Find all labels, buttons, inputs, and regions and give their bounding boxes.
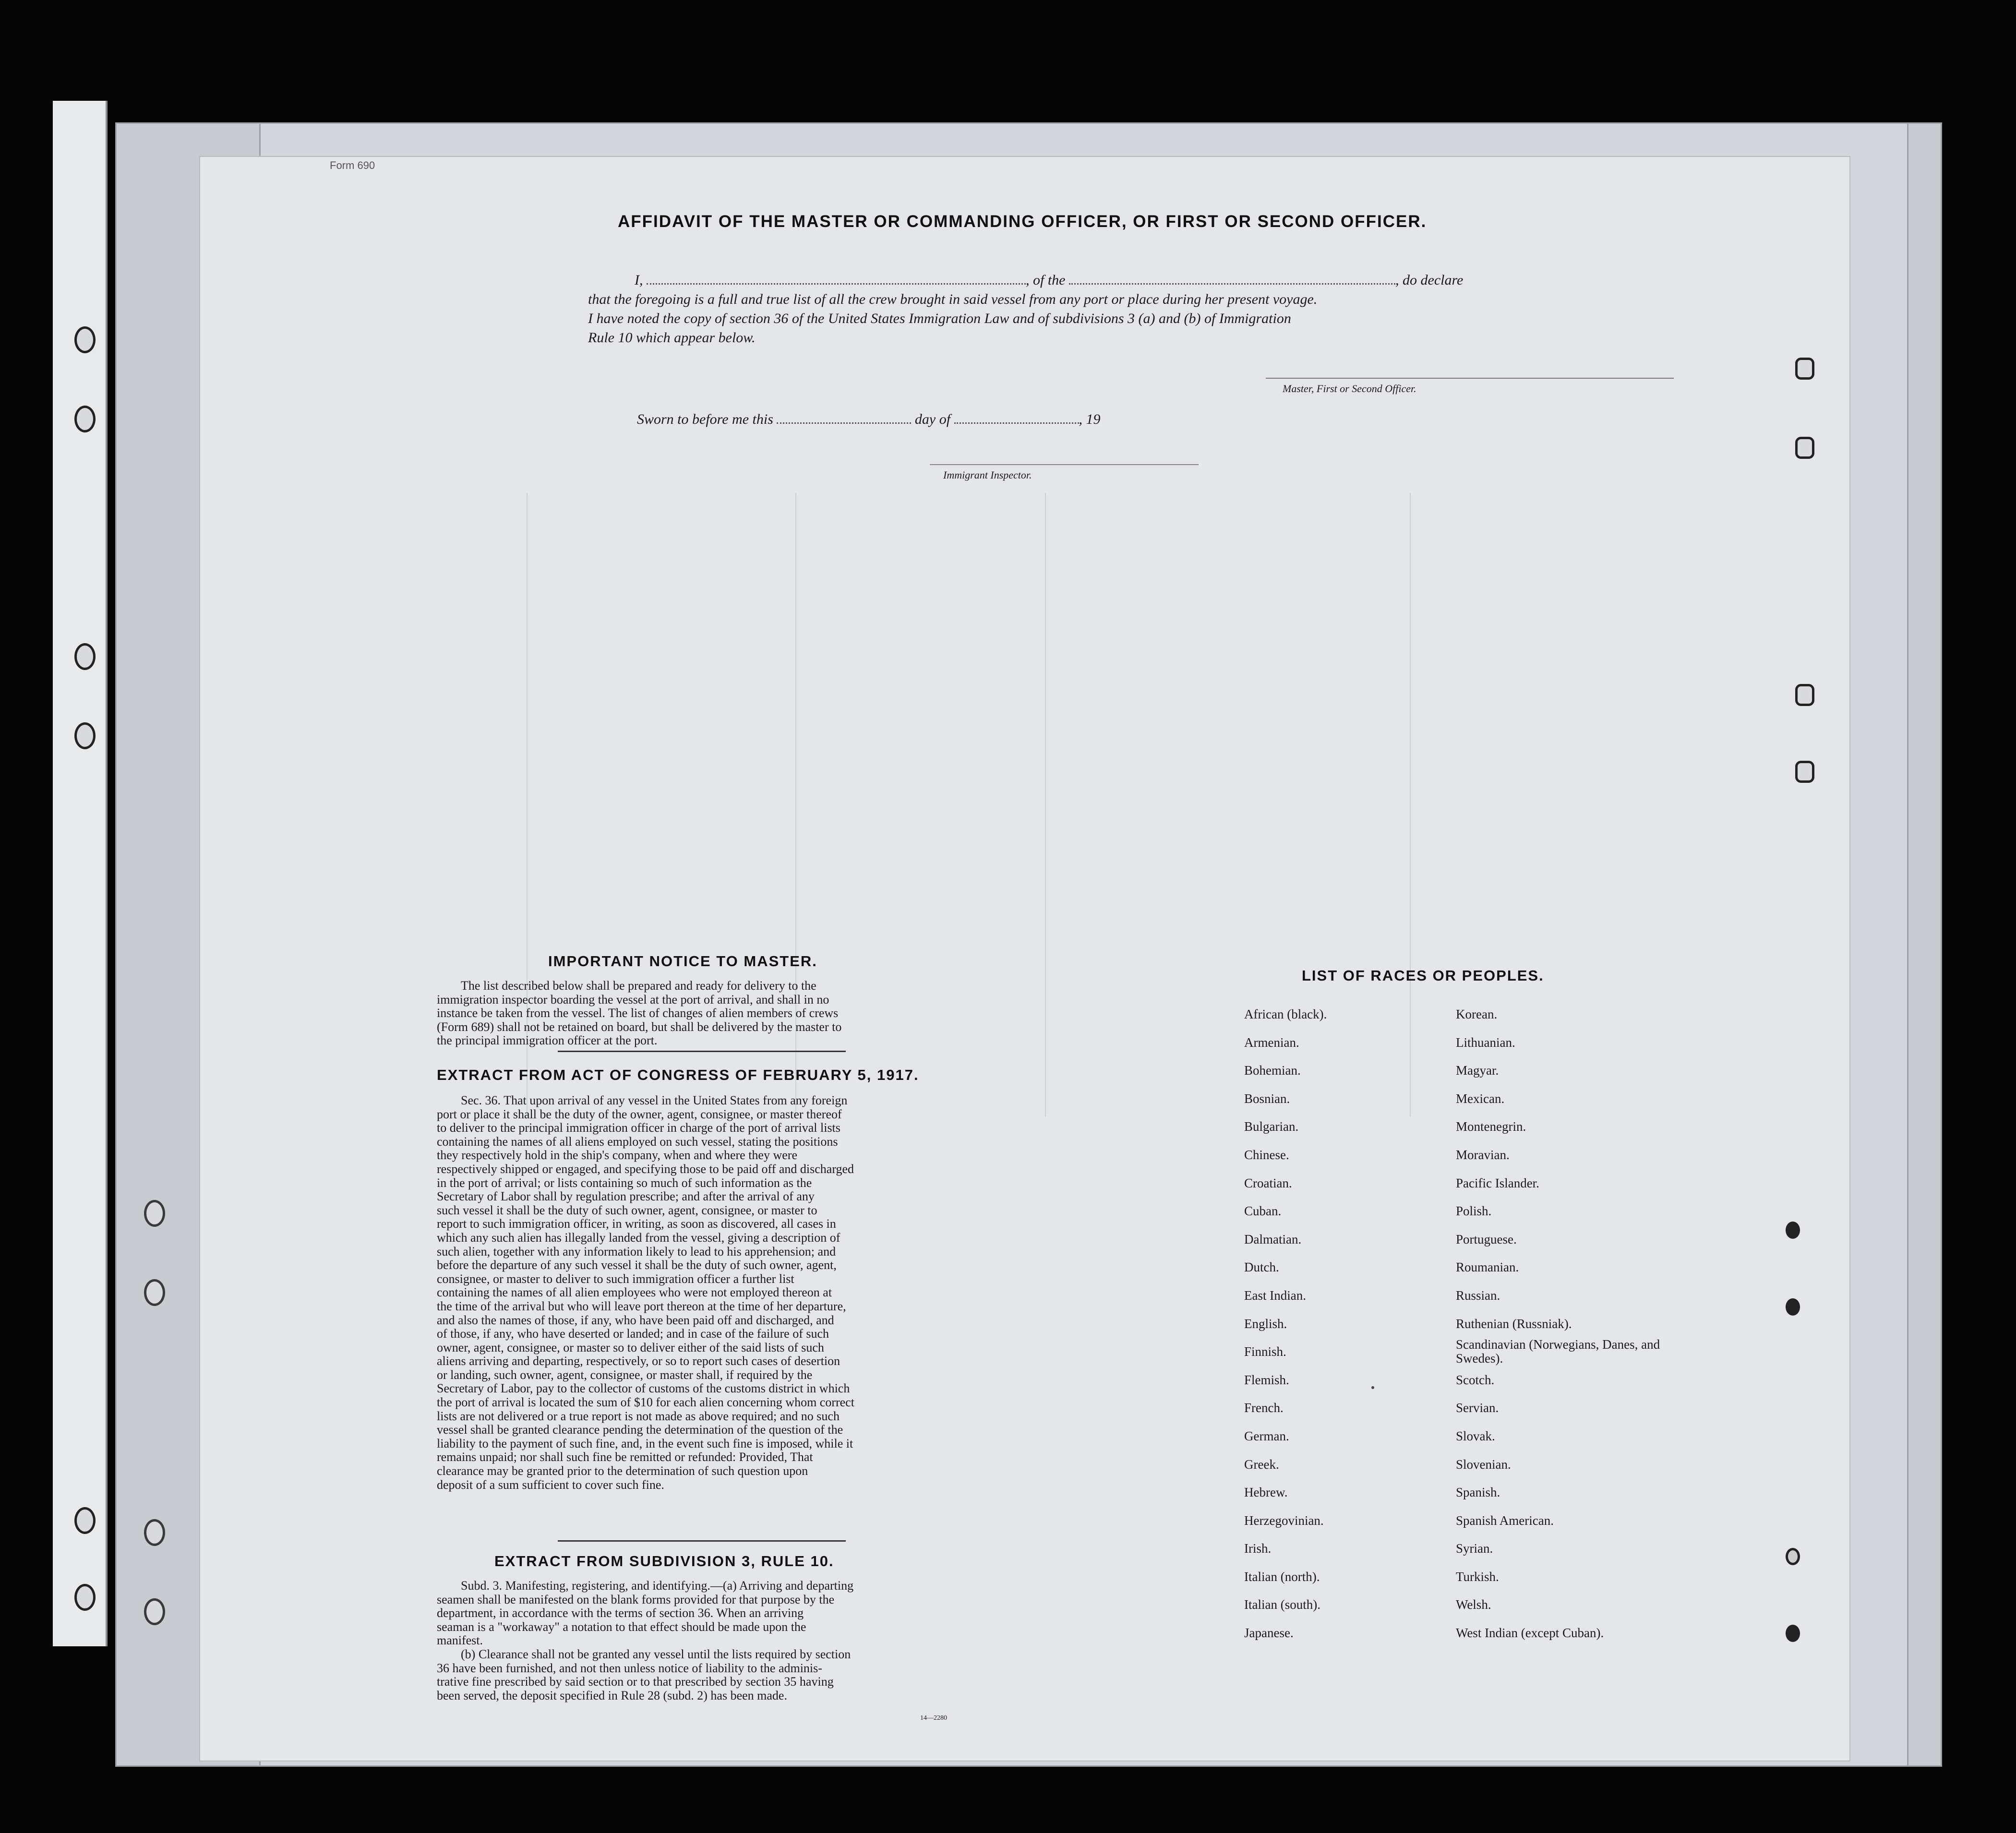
race-item: Italian (north). [1244, 1569, 1320, 1584]
race-item: Croatian. [1244, 1175, 1292, 1190]
race-item: Flemish. [1244, 1372, 1289, 1387]
binder-hole [74, 326, 96, 353]
act-line: respectively shipped or engaged, and specifying those to be paid off and discharged [437, 1162, 854, 1176]
race-item: Armenian. [1244, 1035, 1299, 1050]
race-item: Turkish. [1456, 1569, 1499, 1584]
inspector-label: Immigrant Inspector. [943, 469, 1032, 481]
right-punch-hole [1795, 358, 1814, 380]
race-item: Cuban. [1244, 1204, 1282, 1219]
race-item: Greek. [1244, 1457, 1279, 1472]
act-line: report to such immigration officer, in writing, as soon as discovered, all cases in [437, 1217, 836, 1231]
notice-line: (Form 689) shall not be retained on board, but shall be delivered by the master to [437, 1019, 842, 1034]
race-item: Chinese. [1244, 1147, 1289, 1162]
race-item: Pacific Islander. [1456, 1175, 1539, 1190]
rule-line: Subd. 3. Manifesting, registering, and identifying.—(a) Arriving and departing [461, 1579, 854, 1593]
rule-line: 36 have been furnished, and not then unless notice of liability to the adminis- [437, 1661, 822, 1675]
race-item: Lithuanian. [1456, 1035, 1515, 1050]
act-line: of those, if any, who have deserted or landed; and in case of the failure of such [437, 1327, 829, 1341]
binder-hole [74, 643, 96, 670]
rule-line: seaman is a "workaway" a notation to that effect should be made upon the [437, 1619, 806, 1634]
sworn-line [637, 411, 1101, 428]
punch-hole [144, 1279, 165, 1306]
races-left-column [1244, 1000, 1446, 1647]
rule-line: (b) Clearance shall not be granted any vessel until the lists required by section [461, 1647, 851, 1661]
act-line: in the port of arrival; or lists containing so much of such information as the [437, 1175, 812, 1190]
punch-hole [144, 1519, 165, 1546]
rule-line: trative fine prescribed by said section or to that prescribed by section 35 having [437, 1675, 834, 1689]
right-punch-hole [1795, 761, 1814, 783]
race-item: Slovenian. [1456, 1457, 1511, 1472]
notice-line: instance be taken from the vessel. The list of changes of alien members of crews [437, 1006, 839, 1020]
section-rule [558, 1051, 846, 1052]
affidavit-body-line: that the foregoing is a full and true list of all the crew brought in said vessel from any port or place during her present voyage. [588, 291, 1318, 307]
act-line: which any such alien has illegally landed from the vessel, giving a description of [437, 1230, 840, 1245]
binder-hole [74, 722, 96, 749]
race-item: Moravian. [1456, 1147, 1510, 1162]
race-item: Italian (south). [1244, 1597, 1320, 1612]
rule-text [437, 1579, 984, 1702]
act-text [437, 1094, 984, 1492]
race-item: Welsh. [1456, 1597, 1491, 1612]
column-trace [1045, 493, 1046, 1117]
act-line: or landing, such owner, agent, consignee, or master shall, if required by the [437, 1367, 813, 1382]
affidavit-body-line: I have noted the copy of section 36 of the United States Immigration Law and of subdivisions 3 (a) and (b) of Immigration [588, 311, 1291, 326]
affidavit-title: AFFIDAVIT OF THE MASTER OR COMMANDING OFFICER, OR FIRST OR SECOND OFFICER. [618, 212, 1427, 231]
race-item: Spanish American. [1456, 1513, 1554, 1528]
race-item: Bohemian. [1244, 1063, 1301, 1078]
notice-line: The list described below shall be prepared and ready for delivery to the [461, 979, 816, 993]
sworn-day-label: day of [914, 411, 951, 427]
section-rule [558, 1540, 846, 1542]
declaration-line [635, 272, 1463, 288]
sworn-start: Sworn to before me this [637, 411, 773, 427]
name-blank [647, 283, 1026, 285]
right-punch-hole [1786, 1298, 1800, 1316]
race-item: Hebrew. [1244, 1485, 1288, 1500]
act-line: clearance may be granted prior to the determination of such question upon [437, 1464, 808, 1478]
races-right-column [1456, 1000, 1677, 1647]
sworn-year-label: , 19 [1079, 411, 1101, 427]
master-signature-label: Master, First or Second Officer. [1283, 383, 1416, 395]
form-number: Form 690 [330, 159, 375, 171]
binder-hole [74, 1584, 96, 1611]
notice-text [437, 979, 984, 1048]
race-item: Bosnian. [1244, 1091, 1290, 1106]
act-line: containing the names of all alien employees who were not employed thereon at [437, 1285, 832, 1300]
punch-hole [144, 1200, 165, 1227]
punch-hole [144, 1598, 165, 1625]
master-signature-line [1266, 378, 1674, 379]
sworn-date-blank [777, 422, 911, 424]
race-item: Dalmatian. [1244, 1232, 1302, 1246]
race-item: Spanish. [1456, 1485, 1500, 1500]
race-item: Korean. [1456, 1007, 1498, 1021]
right-punch-hole [1786, 1548, 1800, 1565]
act-line: to deliver to the principal immigration officer in charge of the port of arrival lists [437, 1121, 840, 1135]
race-item: Syrian. [1456, 1541, 1493, 1556]
vessel-blank [1069, 283, 1395, 285]
race-item: Polish. [1456, 1204, 1492, 1219]
race-item: Ruthenian (Russniak). [1456, 1316, 1572, 1331]
declaration-start: I, [635, 272, 643, 288]
act-line: consignee, or master to deliver to such immigration officer a further list [437, 1271, 794, 1286]
sworn-month-blank [954, 422, 1079, 424]
right-punch-hole [1786, 1625, 1800, 1642]
act-line: port or place it shall be the duty of the owner, agent, consignee, or master thereof [437, 1107, 842, 1121]
notice-title: IMPORTANT NOTICE TO MASTER. [548, 953, 817, 970]
race-item: Montenegrin. [1456, 1119, 1526, 1134]
right-punch-hole [1795, 684, 1814, 706]
act-line: remains unpaid; nor shall such fine be remitted or refunded: Provided, That [437, 1450, 813, 1464]
right-punch-hole [1795, 437, 1814, 459]
declaration-end: , do declare [1395, 272, 1464, 288]
rule-title: EXTRACT FROM SUBDIVISION 3, RULE 10. [494, 1553, 834, 1569]
act-line: containing the names of all aliens employed on such vessel, stating the positions [437, 1134, 838, 1149]
inspector-signature-line [930, 464, 1199, 465]
act-line: Secretary of Labor shall by regulation prescribe; and after the arrival of any [437, 1189, 815, 1204]
stray-mark [1371, 1386, 1374, 1389]
race-item: Bulgarian. [1244, 1119, 1299, 1134]
rule-line: seamen shall be manifested on the blank forms provided for that purpose by the [437, 1592, 835, 1606]
race-item: Russian. [1456, 1288, 1500, 1303]
race-item: African (black). [1244, 1007, 1327, 1021]
act-line: Secretary of Labor, pay to the collector of customs of the customs district in which [437, 1381, 850, 1396]
act-title: EXTRACT FROM ACT OF CONGRESS OF FEBRUARY 5, 1917. [437, 1066, 919, 1083]
race-item: Scandinavian (Norwegians, Danes, and Swedes). [1456, 1337, 1660, 1366]
declaration-mid: , of the [1026, 272, 1066, 288]
race-item: Roumanian. [1456, 1260, 1519, 1275]
notice-line: the principal immigration officer at the port. [437, 1033, 658, 1048]
binder-hole [74, 406, 96, 432]
race-item: West Indian (except Cuban). [1456, 1626, 1604, 1641]
act-line: aliens arriving and departing, respectively, or so to report such cases of desertion [437, 1354, 840, 1368]
act-line: before the departure of any such vessel it shall be the duty of such owner, agent, [437, 1258, 837, 1272]
race-item: English. [1244, 1316, 1287, 1331]
rule-line: been served, the deposit specified in Rule 28 (subd. 2) has been made. [437, 1688, 787, 1702]
race-item: Slovak. [1456, 1428, 1495, 1443]
right-punch-hole [1786, 1222, 1800, 1239]
act-line: the time of the arrival but who will leave port thereon at the time of her departure, [437, 1299, 846, 1313]
races-title: LIST OF RACES OR PEOPLES. [1302, 967, 1544, 984]
act-line: owner, agent, consignee, or master so to deliver either of the said lists of such [437, 1340, 824, 1354]
act-line: such vessel it shall be the duty of such owner, agent, consignee, or master to [437, 1203, 817, 1217]
notice-line: immigration inspector boarding the vessel at the port of arrival, and shall in no [437, 992, 829, 1006]
race-item: Portuguese. [1456, 1232, 1517, 1246]
act-line: Sec. 36. That upon arrival of any vessel in the United States from any foreign [461, 1093, 848, 1107]
race-item: Dutch. [1244, 1260, 1279, 1275]
rule-line: department, in accordance with the terms of section 36. When an arriving [437, 1606, 804, 1620]
race-item: French. [1244, 1401, 1284, 1415]
act-line: lists are not delivered or a true report is not made as above required; and no such [437, 1409, 840, 1423]
race-item: German. [1244, 1428, 1289, 1443]
binder-hole [74, 1507, 96, 1534]
race-item: Finnish. [1244, 1344, 1286, 1359]
act-line: the port of arrival is located the sum of $10 for each alien concerning whom correct [437, 1395, 854, 1410]
act-line: liability to the payment of such fine, and, in the event such fine is imposed, while it [437, 1436, 853, 1450]
act-line: and also the names of those, if any, who have been paid off and discharged, and [437, 1313, 834, 1327]
print-code: 14—2280 [920, 1714, 947, 1722]
race-item: East Indian. [1244, 1288, 1306, 1303]
race-item: Herzegovinian. [1244, 1513, 1324, 1528]
affidavit-body-line: Rule 10 which appear below. [588, 330, 756, 346]
act-line: they respectively hold in the ship's company, when and where they were [437, 1148, 797, 1162]
rule-line: manifest. [437, 1633, 483, 1648]
act-line: such alien, together with any information likely to lead to his apprehension; and [437, 1244, 836, 1258]
act-line: vessel shall be granted clearance pending the determination of the question of the [437, 1423, 843, 1437]
race-item: Scotch. [1456, 1372, 1495, 1387]
race-item: Japanese. [1244, 1626, 1294, 1641]
race-item: Irish. [1244, 1541, 1272, 1556]
race-item: Servian. [1456, 1401, 1499, 1415]
act-line: deposit of a sum sufficient to cover such fine. [437, 1477, 664, 1492]
form-page [199, 156, 1850, 1761]
race-item: Mexican. [1456, 1091, 1505, 1106]
race-item: Magyar. [1456, 1063, 1499, 1078]
